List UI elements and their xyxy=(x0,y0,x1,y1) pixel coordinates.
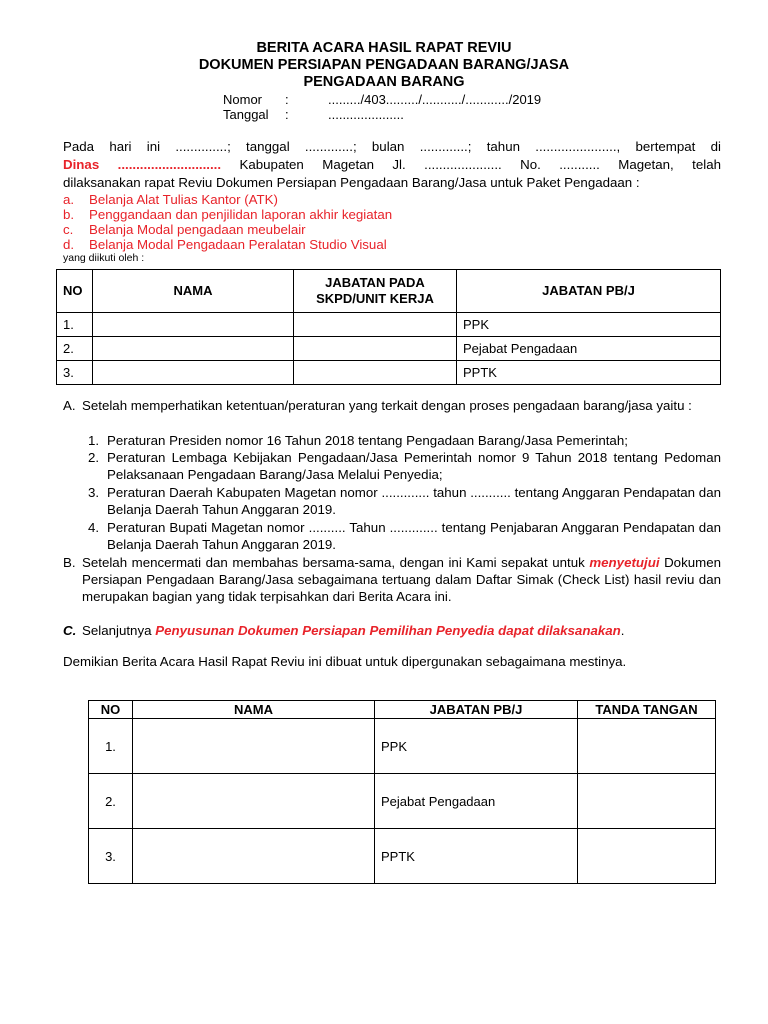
section-c-text-start: Selanjutnya xyxy=(82,623,152,638)
section-c-body xyxy=(82,622,721,639)
package-key: d. xyxy=(63,237,75,252)
tanggal-label: Tanggal xyxy=(223,107,269,122)
cell-signature xyxy=(578,774,716,829)
col-header-jabatan-pbj: JABATAN PB/J xyxy=(457,270,721,313)
regulation-key: 1. xyxy=(88,433,100,448)
regulation-key: 4. xyxy=(88,520,100,535)
cell-nama xyxy=(133,829,375,884)
regulation-item xyxy=(88,484,721,518)
package-item xyxy=(63,192,392,207)
col-header-jabatan-skpd: JABATAN PADA SKPD/UNIT KERJA xyxy=(294,270,457,313)
tanggal-colon: : xyxy=(285,107,289,122)
regulation-item xyxy=(88,519,721,553)
regulation-text: Peraturan Presiden nomor 16 Tahun 2018 tentang Pengadaan Barang/Jasa Pemerintah; xyxy=(107,433,628,448)
col-header-jabatan-pbj: JABATAN PB/J xyxy=(375,701,578,719)
regulation-key: 3. xyxy=(88,485,100,500)
cell-signature xyxy=(578,719,716,774)
table-row xyxy=(89,829,716,884)
regulation-item xyxy=(88,432,721,449)
package-key: b. xyxy=(63,207,75,222)
doc-title-line-1: BERITA ACARA HASIL RAPAT REVIU xyxy=(256,40,512,56)
package-item xyxy=(63,237,392,252)
tanggal-row xyxy=(223,107,404,122)
cell-jabatan xyxy=(294,337,457,361)
doc-title-line-3: PENGADAAN BARANG xyxy=(303,74,465,90)
cell-jabatan xyxy=(294,361,457,385)
table-header-row xyxy=(57,270,721,313)
package-item xyxy=(63,222,392,237)
nomor-colon: : xyxy=(285,92,289,107)
cell-nama xyxy=(93,361,294,385)
col-header-nama: NAMA xyxy=(133,701,375,719)
section-c-key: C. xyxy=(63,623,77,638)
table-row xyxy=(57,361,721,385)
cell-no: 1. xyxy=(57,313,93,337)
package-text: Belanja Modal pengadaan meubelair xyxy=(89,222,306,237)
section-a-key: A. xyxy=(63,398,76,413)
regulation-text: Peraturan Lembaga Kebijakan Pengadaan/Jasa Pemerintah nomor 9 Tahun 2018 tentang Pedoman Pelaksanaan Pengadaan Barang/Jasa Melalui Penyedia; xyxy=(107,450,721,482)
table-row xyxy=(57,313,721,337)
nomor-value: ........./403........./.........../............/2019 xyxy=(328,92,542,107)
table-row xyxy=(89,774,716,829)
package-key: c. xyxy=(63,222,74,237)
package-text: Belanja Alat Tulias Kantor (ATK) xyxy=(89,192,278,207)
package-text: Belanja Modal Pengadaan Peralatan Studio Visual xyxy=(89,237,387,252)
section-b-text-end: Dokumen Persiapan Pengadaan Barang/Jasa sebagaimana tertuang dalam Daftar Simak (Check List) hasil reviu dan merupakan bagian yang tidak terpisahkan dari Berita Acara ini. xyxy=(82,555,721,604)
col-header-tanda-tangan: TANDA TANGAN xyxy=(578,701,716,719)
cell-no: 3. xyxy=(57,361,93,385)
cell-no: 2. xyxy=(57,337,93,361)
cell-nama xyxy=(93,313,294,337)
cell-jabatan xyxy=(294,313,457,337)
table-row xyxy=(89,719,716,774)
package-list xyxy=(63,192,392,252)
intro-line-1: Pada hari ini ..............; tanggal .............; bulan .............; tahun ......................, bertempat di xyxy=(63,139,721,154)
signature-table xyxy=(88,700,716,884)
section-c-text-end: . xyxy=(620,623,625,638)
tanggal-value: ..................... xyxy=(328,107,404,122)
section-a-text: Setelah memperhatikan ketentuan/peraturan yang terkait dengan proses pengadaan barang/jasa yaitu : xyxy=(82,398,692,413)
section-c xyxy=(63,622,721,639)
regulation-text: Peraturan Daerah Kabupaten Magetan nomor ............. tahun ........... tentang Anggaran Pendapatan dan Belanja Daerah Tahun Anggaran 2019. xyxy=(107,485,721,517)
section-b xyxy=(63,554,721,605)
regulation-item xyxy=(88,449,721,483)
regulation-text: Peraturan Bupati Magetan nomor .......... Tahun ............. tentang Penjabaran Anggaran Pendapatan dan Belanja Daerah Tahun Anggaran 2019. xyxy=(107,520,721,552)
cell-pbj: Pejabat Pengadaan xyxy=(375,774,578,829)
nomor-row xyxy=(223,92,541,107)
cell-no: 2. xyxy=(89,774,133,829)
cell-no: 3. xyxy=(89,829,133,884)
nomor-label: Nomor xyxy=(223,92,263,107)
cell-pbj: PPTK xyxy=(375,829,578,884)
followed-by-label: yang diikuti oleh : xyxy=(63,252,145,264)
cell-pbj: PPTK xyxy=(457,361,721,385)
cell-nama xyxy=(133,719,375,774)
cell-nama xyxy=(133,774,375,829)
regulation-key: 2. xyxy=(88,450,100,465)
col-header-no: NO xyxy=(89,701,133,719)
closing-statement: Demikian Berita Acara Hasil Rapat Reviu ini dibuat untuk dipergunakan sebagaimana mestinya. xyxy=(63,654,627,669)
col-header-no: NO xyxy=(57,270,93,313)
col-header-nama: NAMA xyxy=(93,270,294,313)
section-b-emphasis: menyetujui xyxy=(589,555,660,570)
section-b-key: B. xyxy=(63,555,76,570)
package-key: a. xyxy=(63,192,75,207)
table-header-row xyxy=(89,701,716,719)
package-text: Penggandaan dan penjilidan laporan akhir kegiatan xyxy=(89,207,393,222)
intro-line-2 xyxy=(63,156,721,173)
cell-no: 1. xyxy=(89,719,133,774)
cell-pbj: PPK xyxy=(457,313,721,337)
section-b-body xyxy=(82,554,721,605)
section-c-emphasis: Penyusunan Dokumen Persiapan Pemilihan Penyedia dapat dilaksanakan xyxy=(155,623,621,638)
section-b-text-start: Setelah mencermati dan membahas bersama-sama, dengan ini Kami sepakat untuk xyxy=(82,555,585,570)
package-item xyxy=(63,207,392,222)
cell-nama xyxy=(93,337,294,361)
cell-pbj: Pejabat Pengadaan xyxy=(457,337,721,361)
intro-line-2-rest: Kabupaten Magetan Jl. ..................... No. ........... Magetan, telah xyxy=(239,157,721,172)
section-a xyxy=(63,397,721,414)
attendance-table xyxy=(56,269,721,385)
cell-signature xyxy=(578,829,716,884)
dinas-text: Dinas ............................ xyxy=(63,157,222,172)
intro-line-3: dilaksanakan rapat Reviu Dokumen Persiapan Pengadaan Barang/Jasa untuk Paket Pengadaan : xyxy=(63,175,640,190)
table-row xyxy=(57,337,721,361)
cell-pbj: PPK xyxy=(375,719,578,774)
doc-title-line-2: DOKUMEN PERSIAPAN PENGADAAN BARANG/JASA xyxy=(198,57,570,73)
